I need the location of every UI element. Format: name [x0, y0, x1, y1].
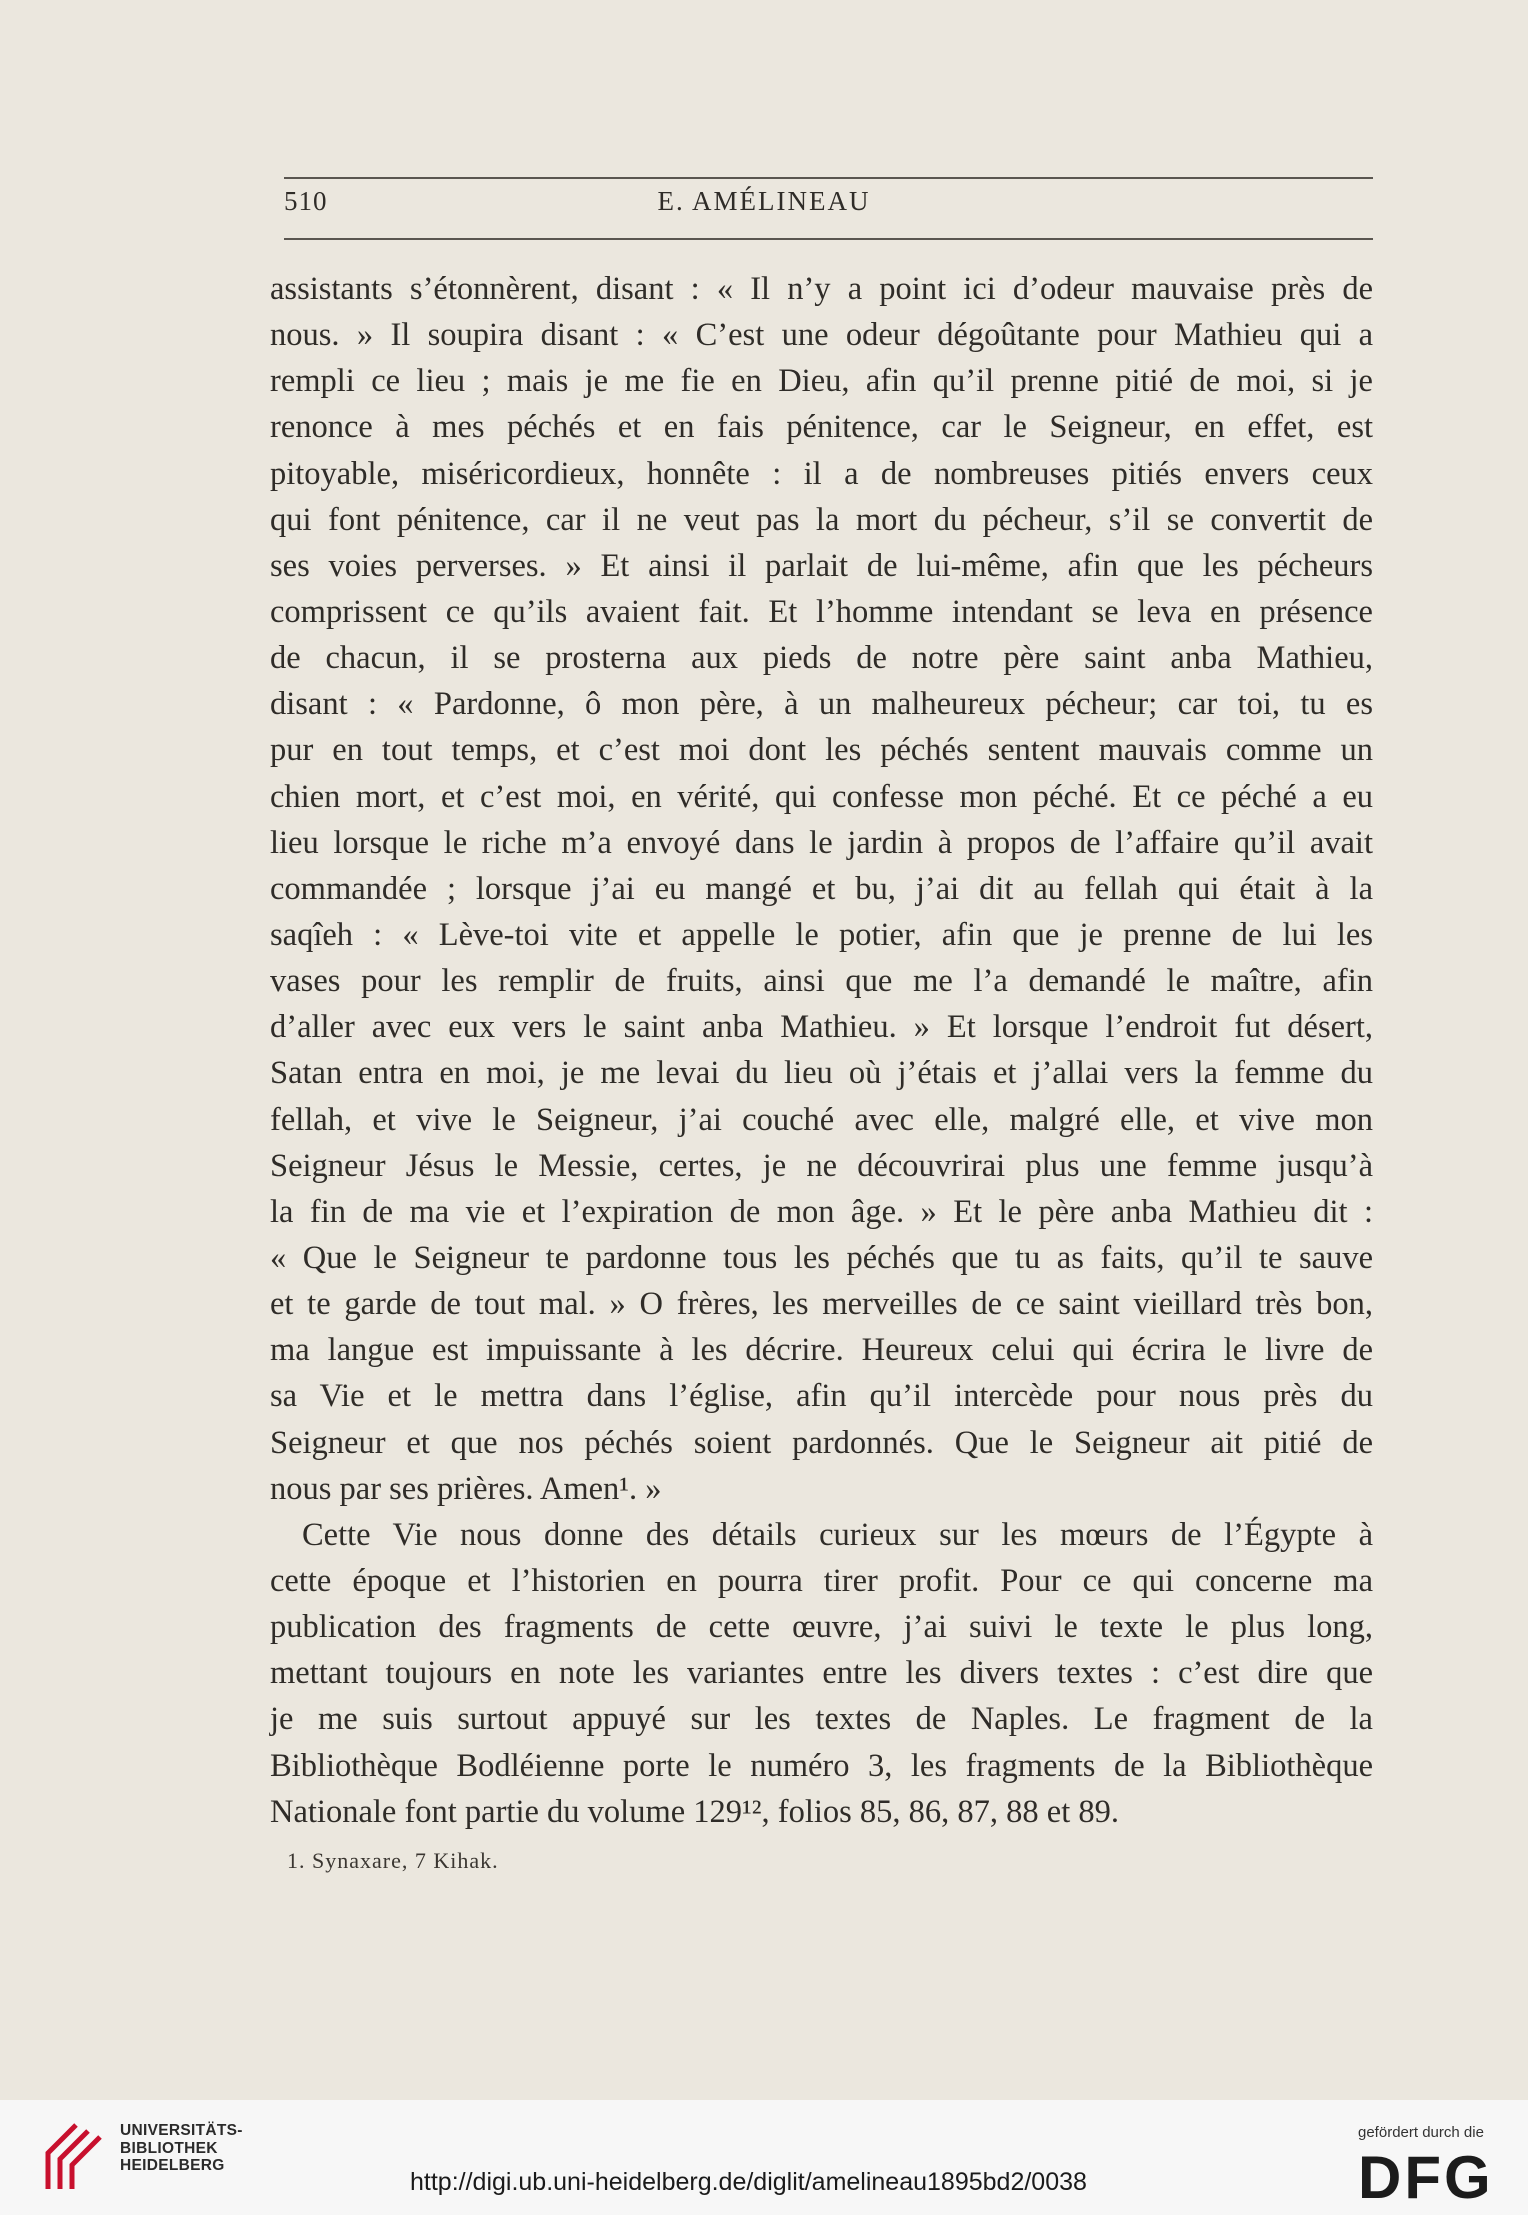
running-title: E. AMÉLINEAU: [657, 186, 871, 216]
text-line: nous. » Il soupira disant : « C’est une odeur dégoûtante pour Mathieu qui a: [270, 317, 1373, 354]
text-line: disant : « Pardonne, ô mon père, à un malheureux pécheur; car toi, tu es: [270, 686, 1373, 723]
text-line: chien mort, et c’est moi, en vérité, qui confesse mon péché. Et ce péché a eu: [270, 778, 1373, 815]
text-line: Nationale font partie du volume 129¹², folios 85, 86, 87, 88 et 89.: [270, 1793, 1119, 1830]
text-line: publication des fragments de cette œuvre, j’ai suivi le texte le plus long,: [270, 1609, 1373, 1646]
text-line: vases pour les remplir de fruits, ainsi que me l’a demandé le maître, afin: [270, 963, 1373, 1000]
text-line: la fin de ma vie et l’expiration de mon âge. » Et le père anba Mathieu dit :: [270, 1193, 1373, 1230]
text-line: commandée ; lorsque j’ai eu mangé et bu, j’ai dit au fellah qui était à la: [270, 870, 1373, 907]
text-line: pur en tout temps, et c’est moi dont les péchés sentent mauvais comme un: [270, 732, 1373, 769]
text-line: cette époque et l’historien en pourra tirer profit. Pour ce qui concerne ma: [270, 1562, 1373, 1599]
text-line: Cette Vie nous donne des détails curieux sur les mœurs de l’Égypte à: [302, 1516, 1373, 1553]
text-line: mettant toujours en note les variantes entre les divers textes : c’est dire que: [270, 1655, 1373, 1692]
header-rule-bottom: [284, 238, 1373, 240]
institution-line: UNIVERSITÄTS-: [120, 2122, 243, 2139]
text-line: fellah, et vive le Seigneur, j’ai couché avec elle, malgré elle, et vive mon: [270, 1101, 1373, 1138]
permalink-url[interactable]: http://digi.ub.uni-heidelberg.de/diglit/amelineau1895bd2/0038: [410, 2168, 1087, 2196]
text-line: « Que le Seigneur te pardonne tous les péchés que tu as faits, qu’il te sauve: [270, 1239, 1373, 1276]
text-line: nous par ses prières. Amen¹. »: [270, 1470, 662, 1507]
text-line: lieu lorsque le riche m’a envoyé dans le jardin à propos de l’affaire qu’il avait: [270, 824, 1373, 861]
text-line: et te garde de tout mal. » O frères, les merveilles de ce saint vieillard très bon,: [270, 1286, 1373, 1323]
text-line: Bibliothèque Bodléienne porte le numéro 3, les fragments de la Bibliothèque: [270, 1747, 1373, 1784]
text-line: Seigneur Jésus le Messie, certes, je ne découvrirai plus une femme jusqu’à: [270, 1147, 1373, 1184]
page-number: 510: [284, 186, 328, 216]
text-line: saqîeh : « Lève-toi vite et appelle le potier, afin que je prenne de lui les: [270, 916, 1373, 953]
institution-name: [120, 2122, 243, 2175]
footnote: 1. Synaxare, 7 Kihak.: [287, 1848, 499, 1873]
text-line: ma langue est impuissante à les décrire. Heureux celui qui écrira le livre de: [270, 1332, 1373, 1369]
text-line: assistants s’étonnèrent, disant : « Il n’y a point ici d’odeur mauvaise près de: [270, 271, 1373, 307]
text-line: je me suis surtout appuyé sur les textes de Naples. Le fragment de la: [270, 1701, 1373, 1738]
text-line: sa Vie et le mettra dans l’église, afin qu’il intercède pour nous près du: [270, 1378, 1373, 1415]
text-line: rempli ce lieu ; mais je me fie en Dieu, afin qu’il prenne pitié de moi, si je: [270, 363, 1373, 400]
body-text: [270, 266, 1373, 1835]
dfg-logo: DFG: [1358, 2144, 1494, 2211]
institution-line: HEIDELBERG: [120, 2157, 225, 2174]
text-line: qui font pénitence, car il ne veut pas la mort du pécheur, s’il se convertit de: [270, 501, 1373, 538]
text-line: pitoyable, miséricordieux, honnête : il a de nombreuses pitiés envers ceux: [270, 455, 1373, 492]
text-line: renonce à mes péchés et en fais pénitence, car le Seigneur, en effet, est: [270, 409, 1373, 446]
university-library-logo: [34, 2119, 106, 2195]
text-line: Seigneur et que nos péchés soient pardonnés. Que le Seigneur ait pitié de: [270, 1424, 1373, 1461]
header-rule-top: [284, 177, 1373, 179]
funding-caption: gefördert durch die: [1358, 2124, 1484, 2141]
text-line: de chacun, il se prosterna aux pieds de notre père saint anba Mathieu,: [270, 640, 1373, 677]
text-line: d’aller avec eux vers le saint anba Mathieu. » Et lorsque l’endroit fut désert,: [270, 1009, 1373, 1046]
text-line: ses voies perverses. » Et ainsi il parlait de lui-même, afin que les pécheurs: [270, 547, 1373, 584]
institution-line: BIBLIOTHEK: [120, 2139, 218, 2157]
text-line: comprissent ce qu’ils avaient fait. Et l’homme intendant se leva en présence: [270, 593, 1373, 630]
text-line: Satan entra en moi, je me levai du lieu où j’étais et j’allai vers la femme du: [270, 1055, 1373, 1092]
